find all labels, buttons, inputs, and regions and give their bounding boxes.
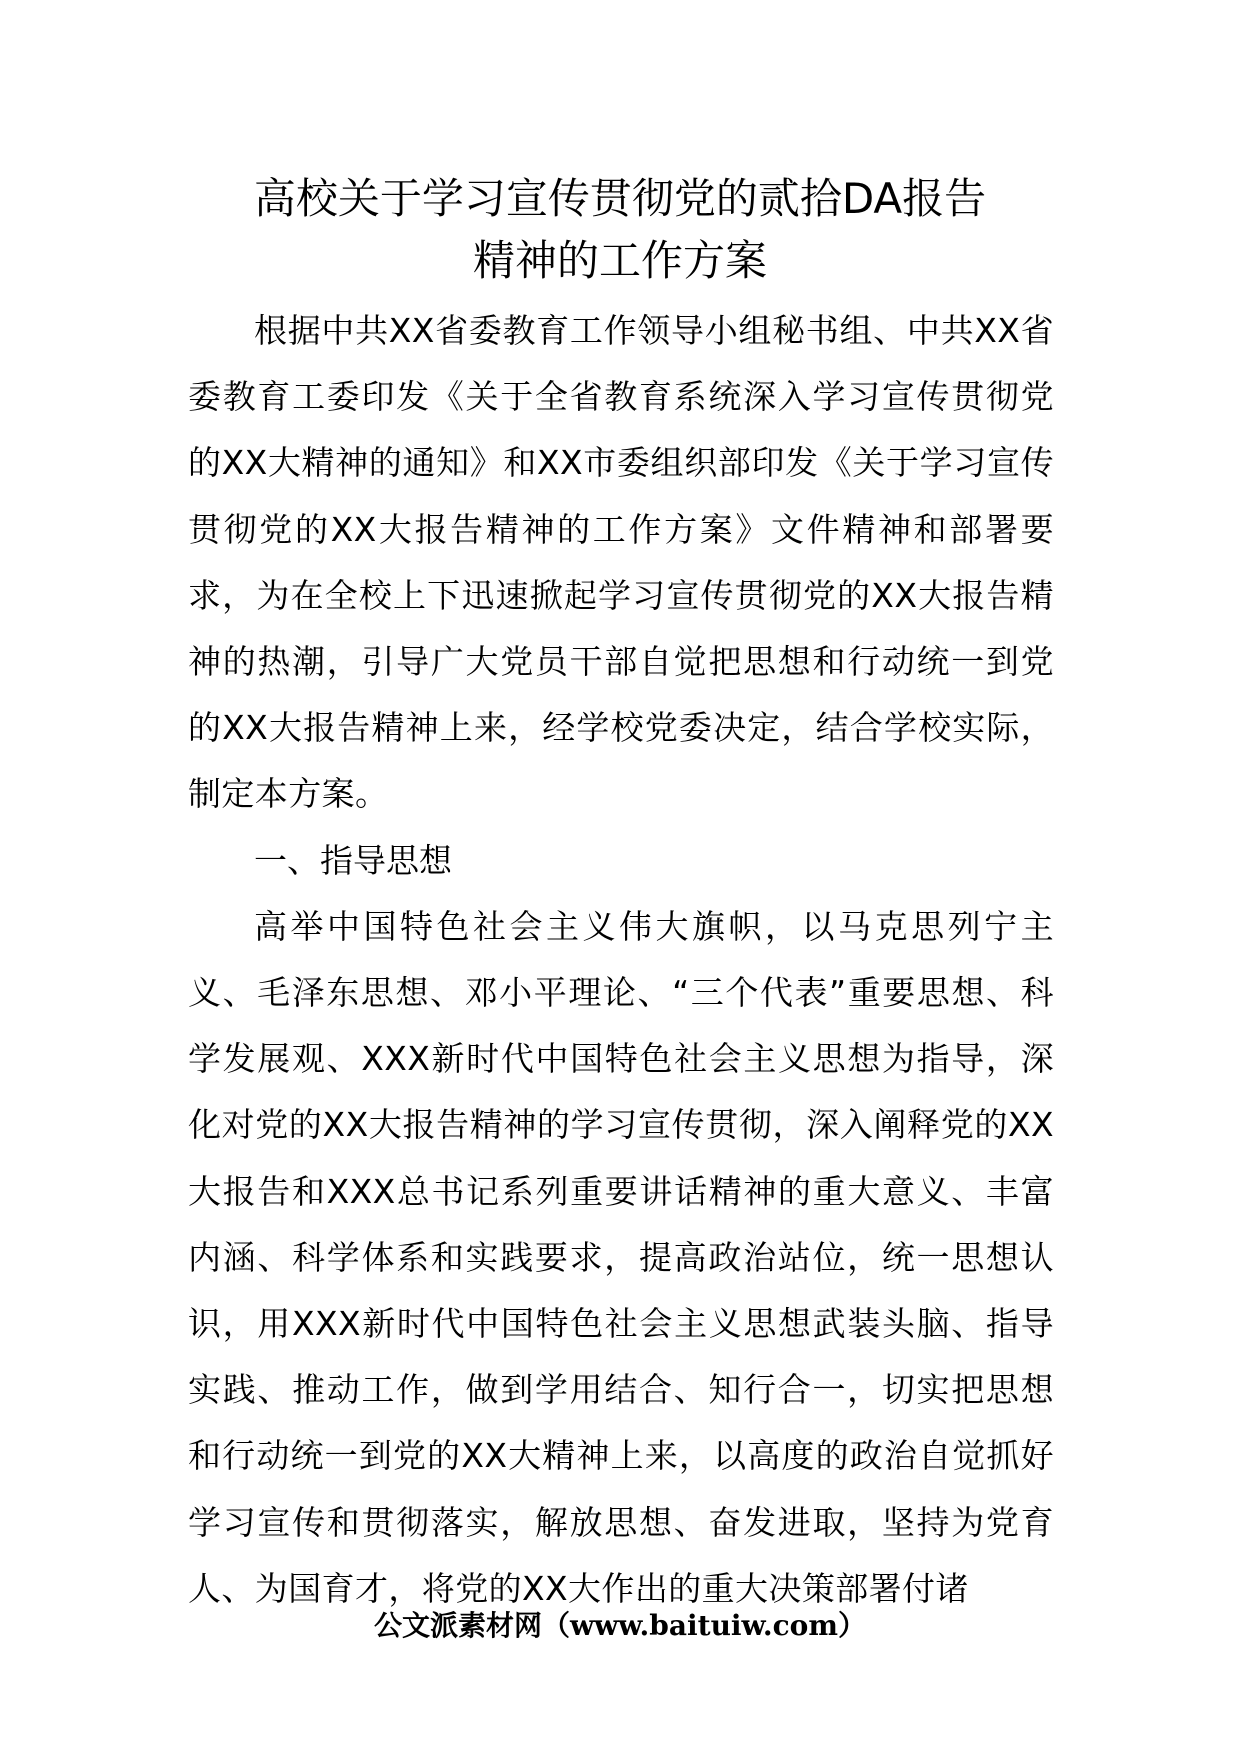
guiding-ideology-paragraph: 高举中国特色社会主义伟大旗帜，以马克思列宁主义、毛泽东思想、邓小平理论、“三个代表”重要思想、科学发展观、XXX新时代中国特色社会主义思想为指导，深化对党的XX大报告精神的学习宣传贯彻，深入阐释党的XX大报告和XXX总书记系列重要讲话精神的重大意义、丰富内涵、科学体系和实践要求，提高政治站位，统一思想认识，用XXX新时代中国特色社会主义思想武装头脑、指导实践、推动工作，做到学用结合、知行合一，切实把思想和行动统一到党的XX大精神上来，以高度的政治自觉抓好学习宣传和贯彻落实，解放思想、奋发进取，坚持为党育人、为国育才，将党的XX大作出的重大决策部署付诸 (188, 906, 1054, 1608)
footer-watermark: 公文派素材网（www.baituiw.com） (374, 1609, 866, 1642)
section-heading-guiding-ideology: 一、指导思想 (254, 840, 452, 880)
title-line-1: 高校关于学习宣传贯彻党的贰拾DA报告 (253, 174, 987, 223)
intro-paragraph: 根据中共XX省委教育工作领导小组秘书组、中共XX省委教育工委印发《关于全省教育系统深入学习宣传贯彻党的XX大精神的通知》和XX市委组织部印发《关于学习宣传贯彻党的XX大报告精神的工作方案》文件精神和部署要求，为在全校上下迅速掀起学习宣传贯彻党的XX大报告精神的热潮，引导广大党员干部自觉把思想和行动统一到党的XX大报告精神上来，经学校党委决定，结合学校实际，制定本方案。 (188, 311, 1054, 814)
document-title (0, 168, 1240, 292)
document-body (188, 298, 1054, 1622)
title-line-2: 精神的工作方案 (472, 236, 767, 285)
